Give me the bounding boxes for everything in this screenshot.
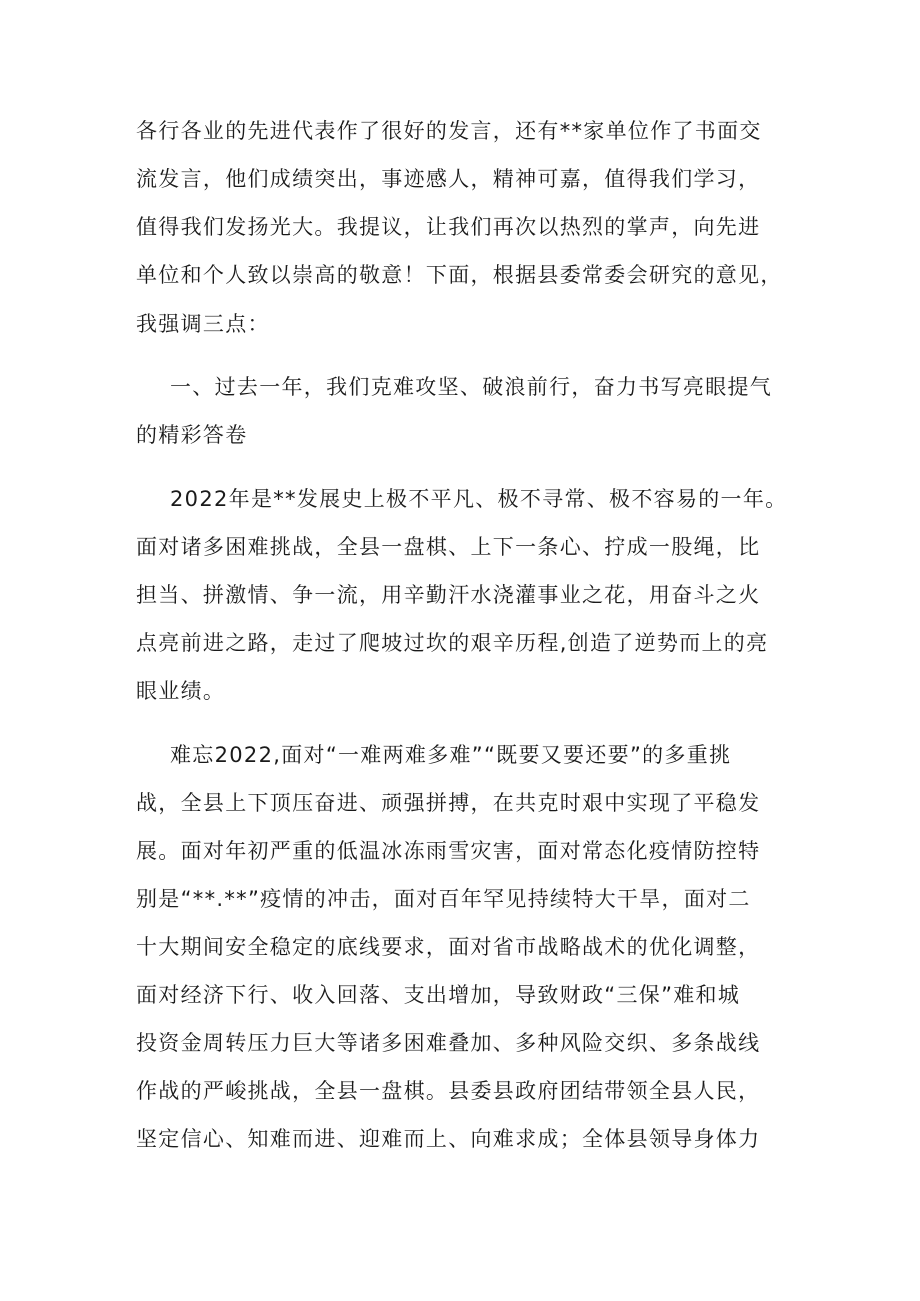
text-line: 坚定信心、知难而进、迎难而上、向难求成；全体县领导身体力 bbox=[136, 1127, 761, 1151]
text-line: 面对经济下行、收入回落、支出增加，导致财政“三保”难和城 bbox=[136, 983, 741, 1007]
text-line: 展。面对年初严重的低温冰冻雨雪灾害，面对常态化疫情防控特 bbox=[136, 839, 761, 863]
text-line: 单位和个人致以崇高的敬意！下面，根据县委常委会研究的意见， bbox=[136, 263, 783, 287]
text-line: 2022年是**发展史上极不平凡、极不寻常、极不容易的一年。 bbox=[170, 487, 788, 511]
text-line: 十大期间安全稳定的底线要求，面对省市战略战术的优化调整， bbox=[136, 935, 761, 959]
text-line: 作战的严峻挑战，全县一盘棋。县委县政府团结带领全县人民， bbox=[136, 1079, 761, 1103]
text-line: 别是“**.**”疫情的冲击，面对百年罕见持续特大干旱，面对二 bbox=[136, 887, 751, 911]
text-line: 眼业绩。 bbox=[136, 679, 226, 703]
text-line: 各行各业的先进代表作了很好的发言，还有**家单位作了书面交 bbox=[136, 119, 762, 143]
text-line: 值得我们发扬光大。我提议，让我们再次以热烈的掌声，向先进 bbox=[136, 215, 761, 239]
text-line: 担当、拼激情、争一流，用辛勤汗水浇灌事业之花，用奋斗之火 bbox=[136, 583, 761, 607]
section-heading: 的精彩答卷 bbox=[136, 423, 248, 447]
text-line: 我强调三点： bbox=[136, 312, 270, 336]
text-line: 投资金周转压力巨大等诸多困难叠加、多种风险交织、多条战线 bbox=[136, 1031, 761, 1055]
text-line: 流发言，他们成绩突出，事迹感人，精神可嘉，值得我们学习， bbox=[136, 167, 761, 191]
text-line: 点亮前进之路，走过了爬坡过坎的艰辛历程,创造了逆势而上的亮 bbox=[136, 631, 769, 655]
text-line: 难忘2022,面对“一难两难多难”“既要又要还要”的多重挑 bbox=[170, 743, 732, 767]
text-line: 战，全县上下顶压奋进、顽强拼搏，在共克时艰中实现了平稳发 bbox=[136, 791, 761, 815]
text-line: 面对诸多困难挑战，全县一盘棋、上下一条心、拧成一股绳，比 bbox=[136, 535, 761, 559]
section-heading: 一、过去一年，我们克难攻坚、破浪前行，奋力书写亮眼提气 bbox=[170, 375, 773, 399]
